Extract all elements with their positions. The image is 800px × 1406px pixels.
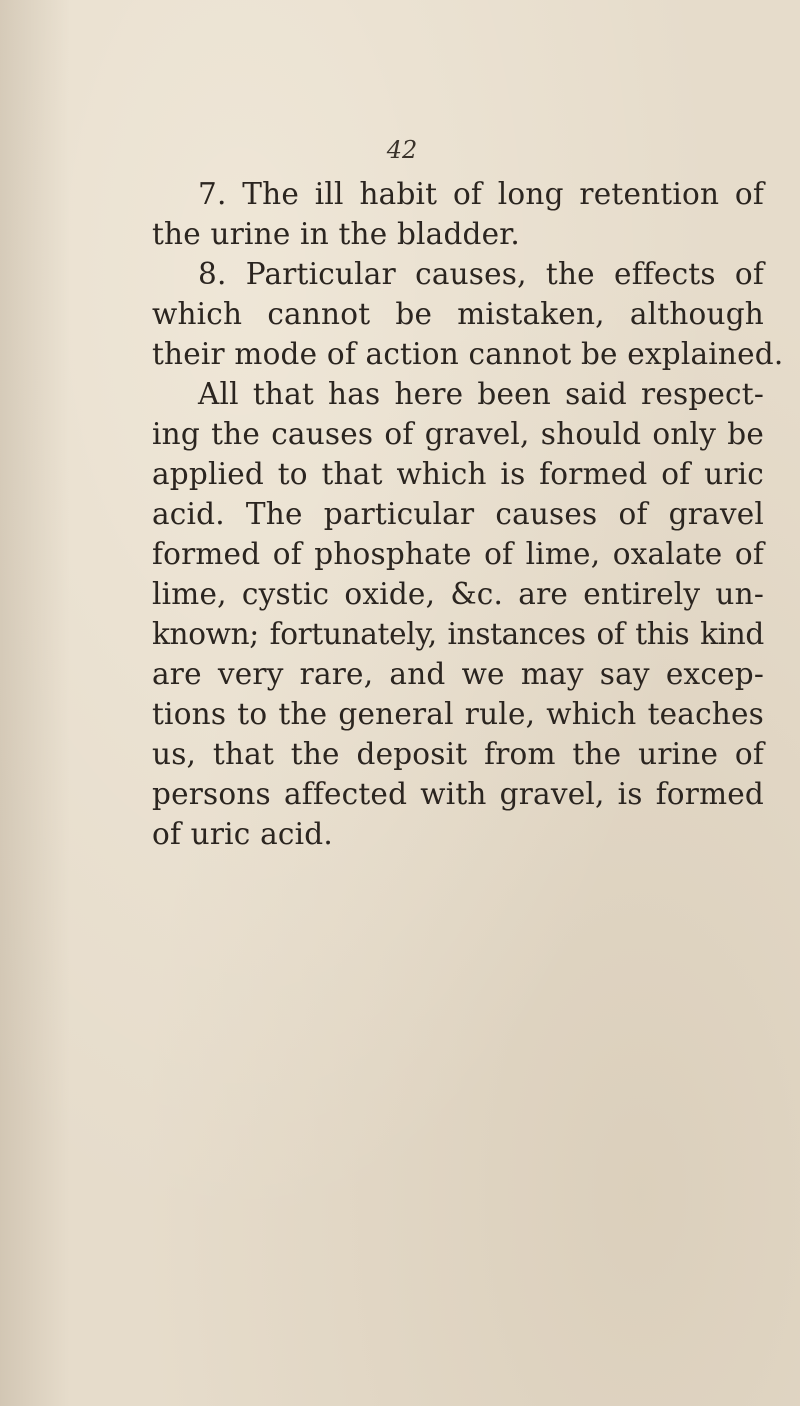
text-line: known; fortunately, instances of this kind [152,617,764,651]
text-line: acid. The particular causes of gravel [152,497,764,531]
text-line: the urine in the bladder. [152,217,520,251]
text-line: 7. The ill habit of long retention of [198,177,764,211]
text-line: which cannot be mistaken, although [152,297,764,331]
page-number: 42 [386,136,418,164]
paragraph-7 [152,174,764,254]
paragraph-9 [152,374,764,854]
page-gutter-shadow [0,0,70,1406]
text-line: of uric acid. [152,817,333,851]
text-line: formed of phosphate of lime, oxalate of [152,537,764,571]
text-block [152,174,784,854]
text-line: are very rare, and we may say excep- [152,657,764,691]
text-line: ing the causes of gravel, should only be [152,417,764,451]
text-line: tions to the general rule, which teaches [152,697,764,731]
text-line: persons affected with gravel, is formed [152,777,764,811]
text-line: their mode of action cannot be explained. [152,337,784,371]
text-line: All that has here been said respect- [198,377,764,411]
text-line: lime, cystic oxide, &c. are entirely un- [152,577,764,611]
text-line: us, that the deposit from the urine of [152,737,764,771]
text-line: applied to that which is formed of uric [152,457,764,491]
paragraph-8 [152,254,784,374]
text-line: 8. Particular causes, the effects of [198,257,764,291]
